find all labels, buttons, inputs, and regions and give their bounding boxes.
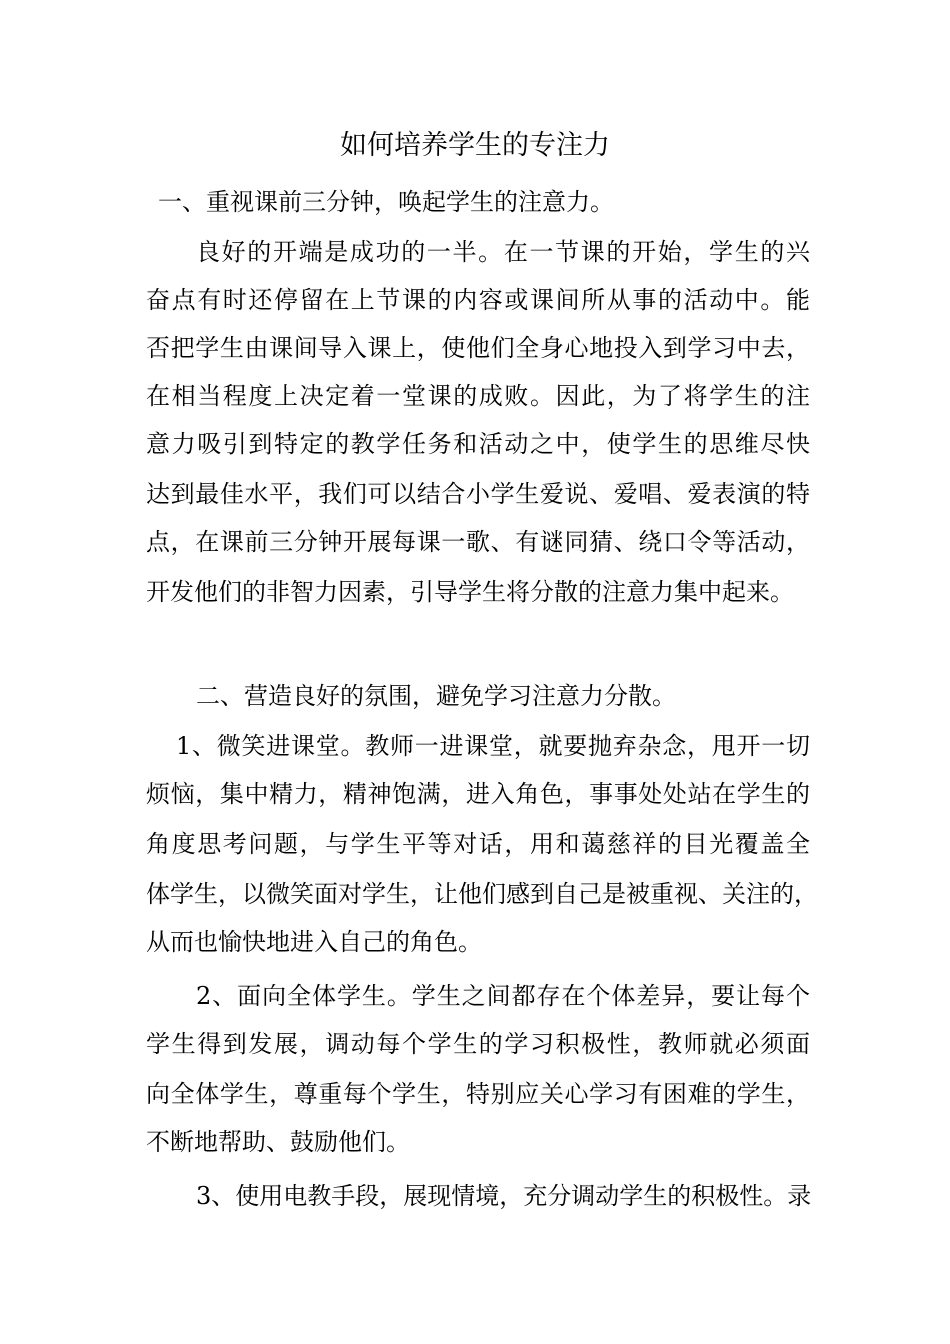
paragraph-line: 从而也愉快地进入自己的角色。 xyxy=(146,928,482,956)
paragraph-line: 3、使用电教手段，展现情境，充分调动学生的积极性。录 xyxy=(196,1182,812,1210)
paragraph-line: 良好的开端是成功的一半。在一节课的开始，学生的兴 xyxy=(196,238,810,266)
paragraph-line: 在相当程度上决定着一堂课的成败。因此，为了将学生的注 xyxy=(146,382,810,410)
paragraph-line: 烦恼，集中精力，精神饱满，进入角色，事事处处站在学生的 xyxy=(146,780,810,808)
paragraph-line: 2、面向全体学生。学生之间都存在个体差异，要让每个 xyxy=(196,982,810,1010)
paragraph-line: 角度思考问题，与学生平等对话，用和蔼慈祥的目光覆盖全 xyxy=(146,830,810,858)
paragraph-line: 向全体学生，尊重每个学生，特别应关心学习有困难的学生， xyxy=(146,1080,810,1108)
paragraph-line: 不断地帮助、鼓励他们。 xyxy=(146,1128,410,1156)
paragraph-line: 否把学生由课间导入课上，使他们全身心地投入到学习中去， xyxy=(146,334,810,362)
paragraph-line: 奋点有时还停留在上节课的内容或课间所从事的活动中。能 xyxy=(146,286,810,314)
paragraph-line: 意力吸引到特定的教学任务和活动之中，使学生的思维尽快 xyxy=(146,430,810,458)
section-heading-2: 二、营造良好的氛围，避免学习注意力分散。 xyxy=(196,682,676,710)
paragraph-line: 1、微笑进课堂。教师一进课堂，就要抛弃杂念，甩开一切 xyxy=(176,732,810,760)
paragraph-line: 体学生，以微笑面对学生，让他们感到自己是被重视、关注的， xyxy=(146,880,818,908)
section-heading-1: 一、重视课前三分钟，唤起学生的注意力。 xyxy=(158,188,614,216)
document-title: 如何培养学生的专注力 xyxy=(340,130,610,161)
paragraph-line: 开发他们的非智力因素，引导学生将分散的注意力集中起来。 xyxy=(146,578,794,606)
paragraph-line: 学生得到发展，调动每个学生的学习积极性，教师就必须面 xyxy=(146,1030,810,1058)
paragraph-line: 达到最佳水平，我们可以结合小学生爱说、爱唱、爱表演的特 xyxy=(146,480,810,508)
paragraph-line: 点，在课前三分钟开展每课一歌、有谜同猜、绕口令等活动， xyxy=(146,528,810,556)
